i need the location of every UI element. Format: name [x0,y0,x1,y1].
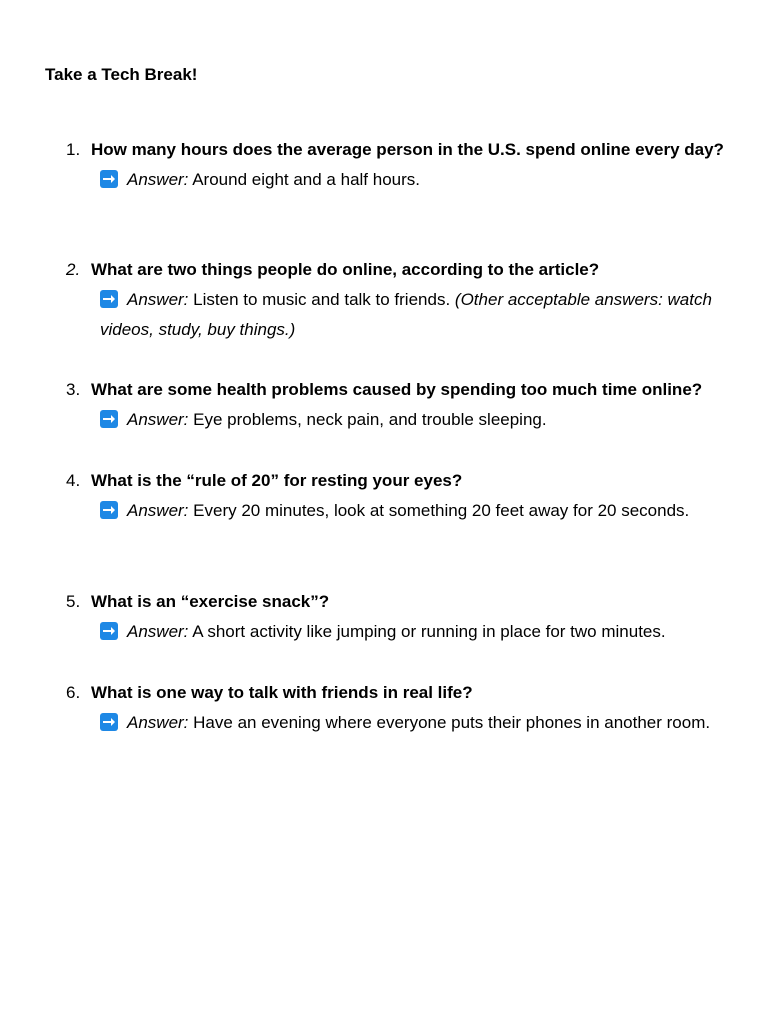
right-arrow-icon [100,501,118,519]
answer-line [91,165,731,195]
answer-text: A short activity like jumping or running in place for two minutes. [192,622,666,641]
item-number: 1. [66,140,81,159]
answer-extra-note: (Other acceptable answers: watch videos, study, buy things.) [100,290,712,339]
page-title: Take a Tech Break! [45,65,198,84]
answer-text: Every 20 minutes, look at something 20 feet away for 20 seconds. [193,501,690,520]
answer-label: Answer: [127,713,189,732]
item-number: 4. [66,471,81,490]
item-number: 5. [66,592,81,611]
answer-text: Around eight and a half hours. [192,170,420,189]
question-text: What is one way to talk with friends in real life? [91,683,473,702]
question-text: What are two things people do online, according to the article? [91,260,600,279]
item-number: 6. [66,683,81,702]
answer-label: Answer: [127,501,189,520]
item-number: 3. [66,380,81,399]
answer-line [91,617,731,647]
question-text: How many hours does the average person in the U.S. spend online every day? [91,140,724,159]
answer-line [91,405,731,435]
answer-line [91,708,731,738]
answer-label: Answer: [127,290,189,309]
answer-line [91,285,731,345]
answer-text: Have an evening where everyone puts their phones in another room. [193,713,711,732]
right-arrow-icon [100,410,118,428]
answer-label: Answer: [127,170,189,189]
answer-label: Answer: [127,622,189,641]
answer-text: Listen to music and talk to friends. [193,290,451,309]
answer-line [91,496,731,526]
answer-label: Answer: [127,410,189,429]
question-text: What is the “rule of 20” for resting your eyes? [91,471,463,490]
right-arrow-icon [100,622,118,640]
answer-text: Eye problems, neck pain, and trouble sleeping. [193,410,547,429]
right-arrow-icon [100,290,118,308]
right-arrow-icon [100,713,118,731]
question-text: What are some health problems caused by spending too much time online? [91,380,703,399]
question-text: What is an “exercise snack”? [91,592,330,611]
item-number: 2. [66,260,81,279]
right-arrow-icon [100,170,118,188]
